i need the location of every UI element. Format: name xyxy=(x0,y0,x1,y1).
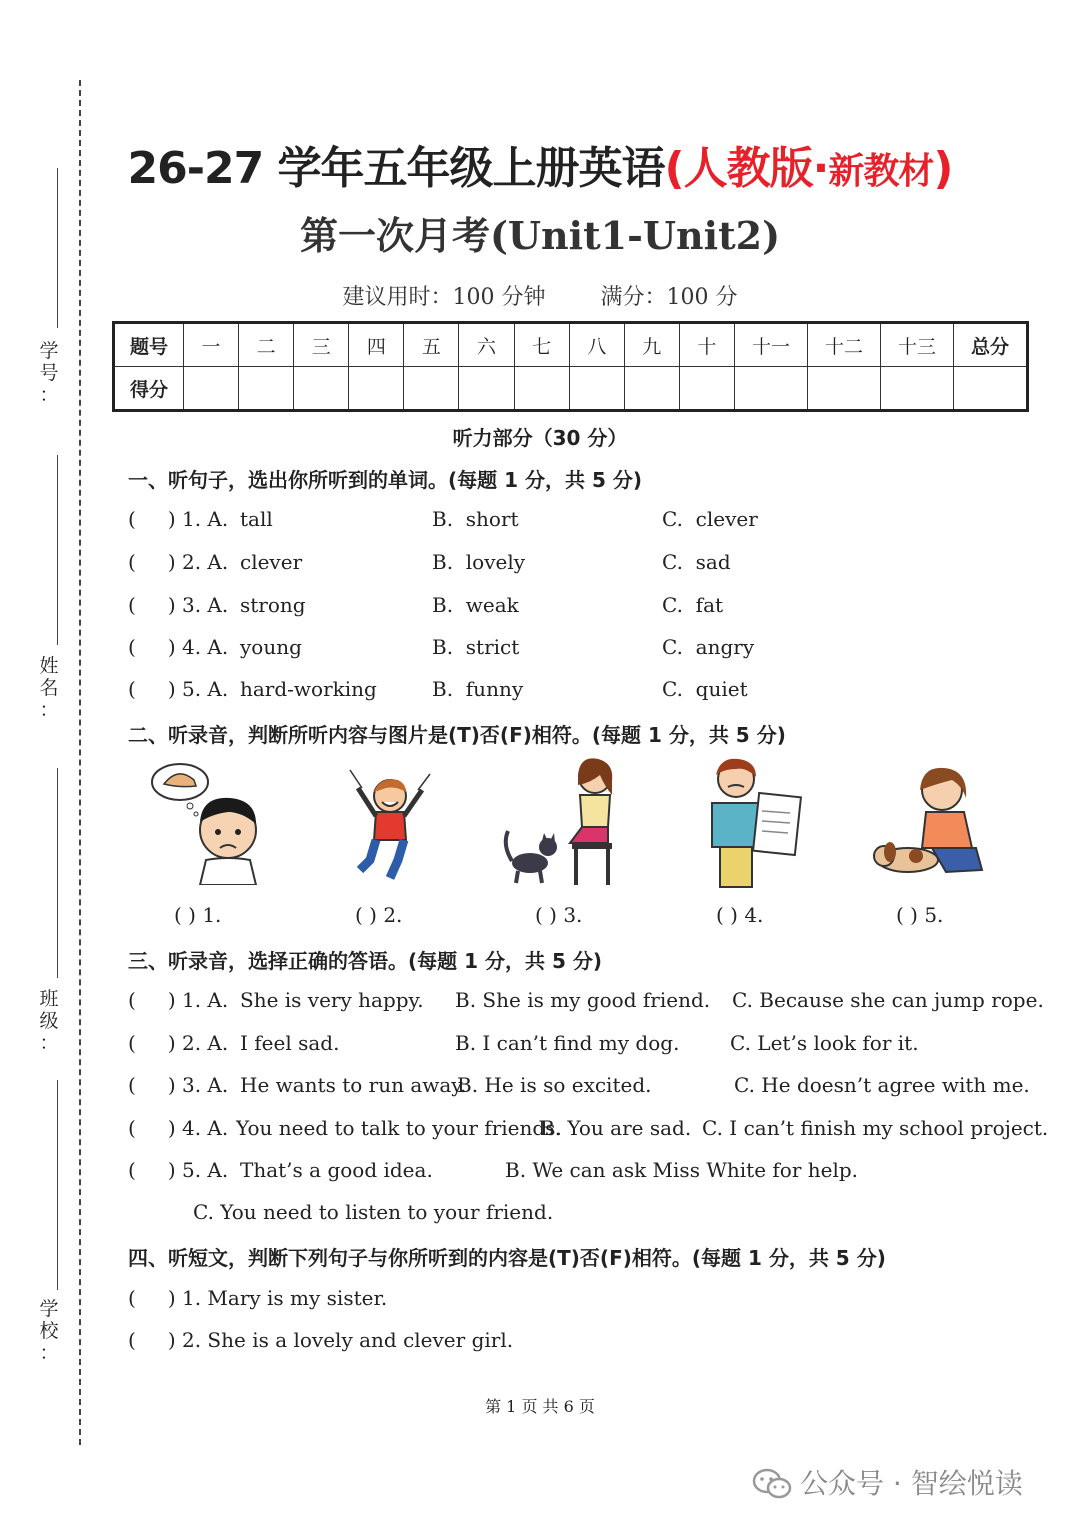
table-col: 十三 xyxy=(881,323,954,367)
option-a: He wants to run away. xyxy=(240,1073,467,1097)
score-cell[interactable] xyxy=(404,367,459,411)
table-col: 三 xyxy=(294,323,349,367)
excited-boy-illustration xyxy=(340,760,440,885)
list-item: ( ) 5. A. xyxy=(128,1158,229,1182)
score-table xyxy=(112,321,1029,412)
option-c: C. You need to listen to your friend. xyxy=(193,1200,554,1224)
option-a: She is very happy. xyxy=(240,988,424,1012)
score-label: 满分：100 分 xyxy=(600,285,738,310)
option-a: You need to talk to your friends. xyxy=(236,1116,562,1140)
title-edition: (人教版·新教材) xyxy=(664,143,953,194)
option-c: C. sad xyxy=(662,550,731,574)
list-item: ( ) 3. A. xyxy=(128,1073,229,1097)
list-item: ( ) 1. A. xyxy=(128,988,229,1012)
option-a: hard-working xyxy=(240,677,377,701)
option-a: strong xyxy=(240,593,306,617)
part4-heading: 四、听短文，判断下列句子与你所听到的内容是(T)否(F)相符。(每题 1 分，共 5 分) xyxy=(128,1246,886,1270)
score-table-header-row xyxy=(114,323,1028,367)
table-col: 二 xyxy=(239,323,294,367)
time-label: 建议用时：100 分钟 xyxy=(342,285,546,310)
score-table-score-row xyxy=(114,367,1028,411)
table-col: 一 xyxy=(184,323,239,367)
option-c: C. angry xyxy=(662,635,755,659)
score-cell[interactable] xyxy=(808,367,881,411)
table-col: 八 xyxy=(569,323,624,367)
list-item: ( ) 2. She is a lovely and clever girl. xyxy=(128,1328,514,1352)
title-main: 26-27 学年五年级上册英语 xyxy=(127,143,665,194)
listening-section-title: 听力部分（30 分） xyxy=(452,426,628,450)
score-cell[interactable] xyxy=(349,367,404,411)
part3-heading: 三、听录音，选择正确的答语。(每题 1 分，共 5 分) xyxy=(128,949,602,973)
score-cell[interactable] xyxy=(294,367,349,411)
score-cell[interactable] xyxy=(954,367,1028,411)
score-cell[interactable] xyxy=(184,367,239,411)
option-b: B. short xyxy=(432,507,519,531)
class-line xyxy=(57,768,58,978)
option-a: That’s a good idea. xyxy=(240,1158,433,1182)
page-footer: 第 1 页 共 6 页 xyxy=(485,1397,595,1416)
picture-answer-1[interactable]: ( ) 1. xyxy=(174,903,222,927)
table-col: 五 xyxy=(404,323,459,367)
school-line xyxy=(57,1080,58,1290)
option-c: C. I can’t finish my school project. xyxy=(702,1116,1049,1140)
table-label-score: 得分 xyxy=(114,367,184,411)
list-item: ( ) 2. A. xyxy=(128,550,229,574)
score-cell[interactable] xyxy=(459,367,514,411)
picture-answer-5[interactable]: ( ) 5. xyxy=(896,903,944,927)
score-cell[interactable] xyxy=(624,367,679,411)
sad-boy-illustration xyxy=(150,760,265,885)
list-item: ( ) 3. A. xyxy=(128,593,229,617)
part1-heading: 一、听句子，选出你所听到的单词。(每题 1 分，共 5 分) xyxy=(128,468,642,492)
option-a: young xyxy=(240,635,302,659)
table-col: 七 xyxy=(514,323,569,367)
option-b: B. strict xyxy=(432,635,520,659)
option-b: B. He is so excited. xyxy=(457,1073,652,1097)
option-b: B. She is my good friend. xyxy=(455,988,711,1012)
watermark-text: 公众号 · 智绘悦读 xyxy=(800,1467,1023,1500)
list-item: ( ) 5. A. xyxy=(128,677,229,701)
option-c: C. clever xyxy=(662,507,758,531)
page-title xyxy=(0,132,1080,196)
score-cell[interactable] xyxy=(569,367,624,411)
option-b: B. We can ask Miss White for help. xyxy=(505,1158,859,1182)
list-item: ( ) 4. A. xyxy=(128,1116,229,1140)
name-label: 姓 名 ： xyxy=(39,655,59,721)
boy-exam-illustration xyxy=(698,755,808,890)
score-cell[interactable] xyxy=(239,367,294,411)
list-item: ( ) 1. Mary is my sister. xyxy=(128,1286,388,1310)
option-c: C. He doesn’t agree with me. xyxy=(734,1073,1030,1097)
picture-answer-3[interactable]: ( ) 3. xyxy=(535,903,583,927)
table-col: 十一 xyxy=(735,323,808,367)
table-label-question: 题号 xyxy=(114,323,184,367)
score-cell[interactable] xyxy=(735,367,808,411)
table-col-total: 总分 xyxy=(954,323,1028,367)
table-col: 十 xyxy=(679,323,734,367)
score-cell[interactable] xyxy=(514,367,569,411)
student-no-label: 学 号 ： xyxy=(39,340,59,406)
table-col: 四 xyxy=(349,323,404,367)
option-b: B. lovely xyxy=(432,550,526,574)
option-a: I feel sad. xyxy=(240,1031,340,1055)
option-b: B. weak xyxy=(432,593,519,617)
list-item: ( ) 2. A. xyxy=(128,1031,229,1055)
school-label: 学 校 ： xyxy=(39,1298,59,1364)
option-a: tall xyxy=(240,507,273,531)
option-a: clever xyxy=(240,550,303,574)
part2-heading: 二、听录音，判断所听内容与图片是(T)否(F)相符。(每题 1 分，共 5 分) xyxy=(128,723,786,747)
list-item: ( ) 1. A. xyxy=(128,507,229,531)
subtitle: 第一次月考(Unit1-Unit2) xyxy=(299,213,781,258)
scared-girl-cat-illustration xyxy=(500,755,635,890)
list-item: ( ) 4. A. xyxy=(128,635,229,659)
score-cell[interactable] xyxy=(679,367,734,411)
girl-dog-illustration xyxy=(872,760,997,885)
option-b: B. funny xyxy=(432,677,524,701)
class-label: 班 级 ： xyxy=(39,988,59,1054)
option-c: C. Let’s look for it. xyxy=(730,1031,919,1055)
option-b: B. I can’t find my dog. xyxy=(455,1031,680,1055)
option-c: C. fat xyxy=(662,593,724,617)
wechat-icon xyxy=(752,1468,792,1500)
exam-meta xyxy=(0,280,1080,311)
option-c: C. quiet xyxy=(662,677,748,701)
score-cell[interactable] xyxy=(881,367,954,411)
option-b: B. You are sad. xyxy=(540,1116,692,1140)
name-line xyxy=(57,455,58,645)
picture-answer-2[interactable]: ( ) 2. xyxy=(355,903,403,927)
table-col: 九 xyxy=(624,323,679,367)
option-c: C. Because she can jump rope. xyxy=(732,988,1044,1012)
table-col: 十二 xyxy=(808,323,881,367)
picture-answer-4[interactable]: ( ) 4. xyxy=(716,903,764,927)
table-col: 六 xyxy=(459,323,514,367)
